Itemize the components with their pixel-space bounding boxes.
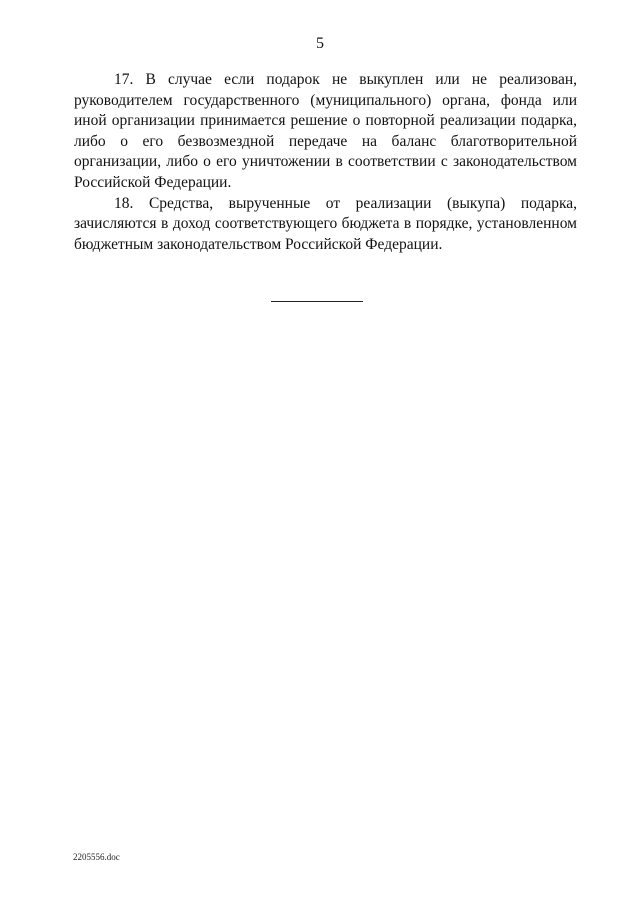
footer-filename: 2205556.doc [73, 852, 120, 862]
paragraph-17 [74, 70, 577, 194]
page-number: 5 [316, 35, 324, 52]
paragraph-text: В случае если подарок не выкуплен или не реализован, руководителем государственного (муниципального) органа, фонда или иной организации принимается решение о повторной реализации подарка, либо о его безвозмездной передаче на баланс благотворительной организации, либо о его уничтожении в соответствии с законодательством Российской Федерации. [74, 71, 578, 191]
paragraph-number: 17. [114, 71, 134, 88]
paragraph-text: Средства, вырученные от реализации (выкупа) подарка, зачисляются в доход соответствующего бюджета в порядке, установленном бюджетным законодательством Российской Федерации. [74, 194, 577, 253]
document-body [74, 70, 577, 255]
paragraph-number: 18. [114, 194, 134, 212]
paragraph-18 [74, 194, 577, 256]
end-divider [271, 301, 363, 302]
